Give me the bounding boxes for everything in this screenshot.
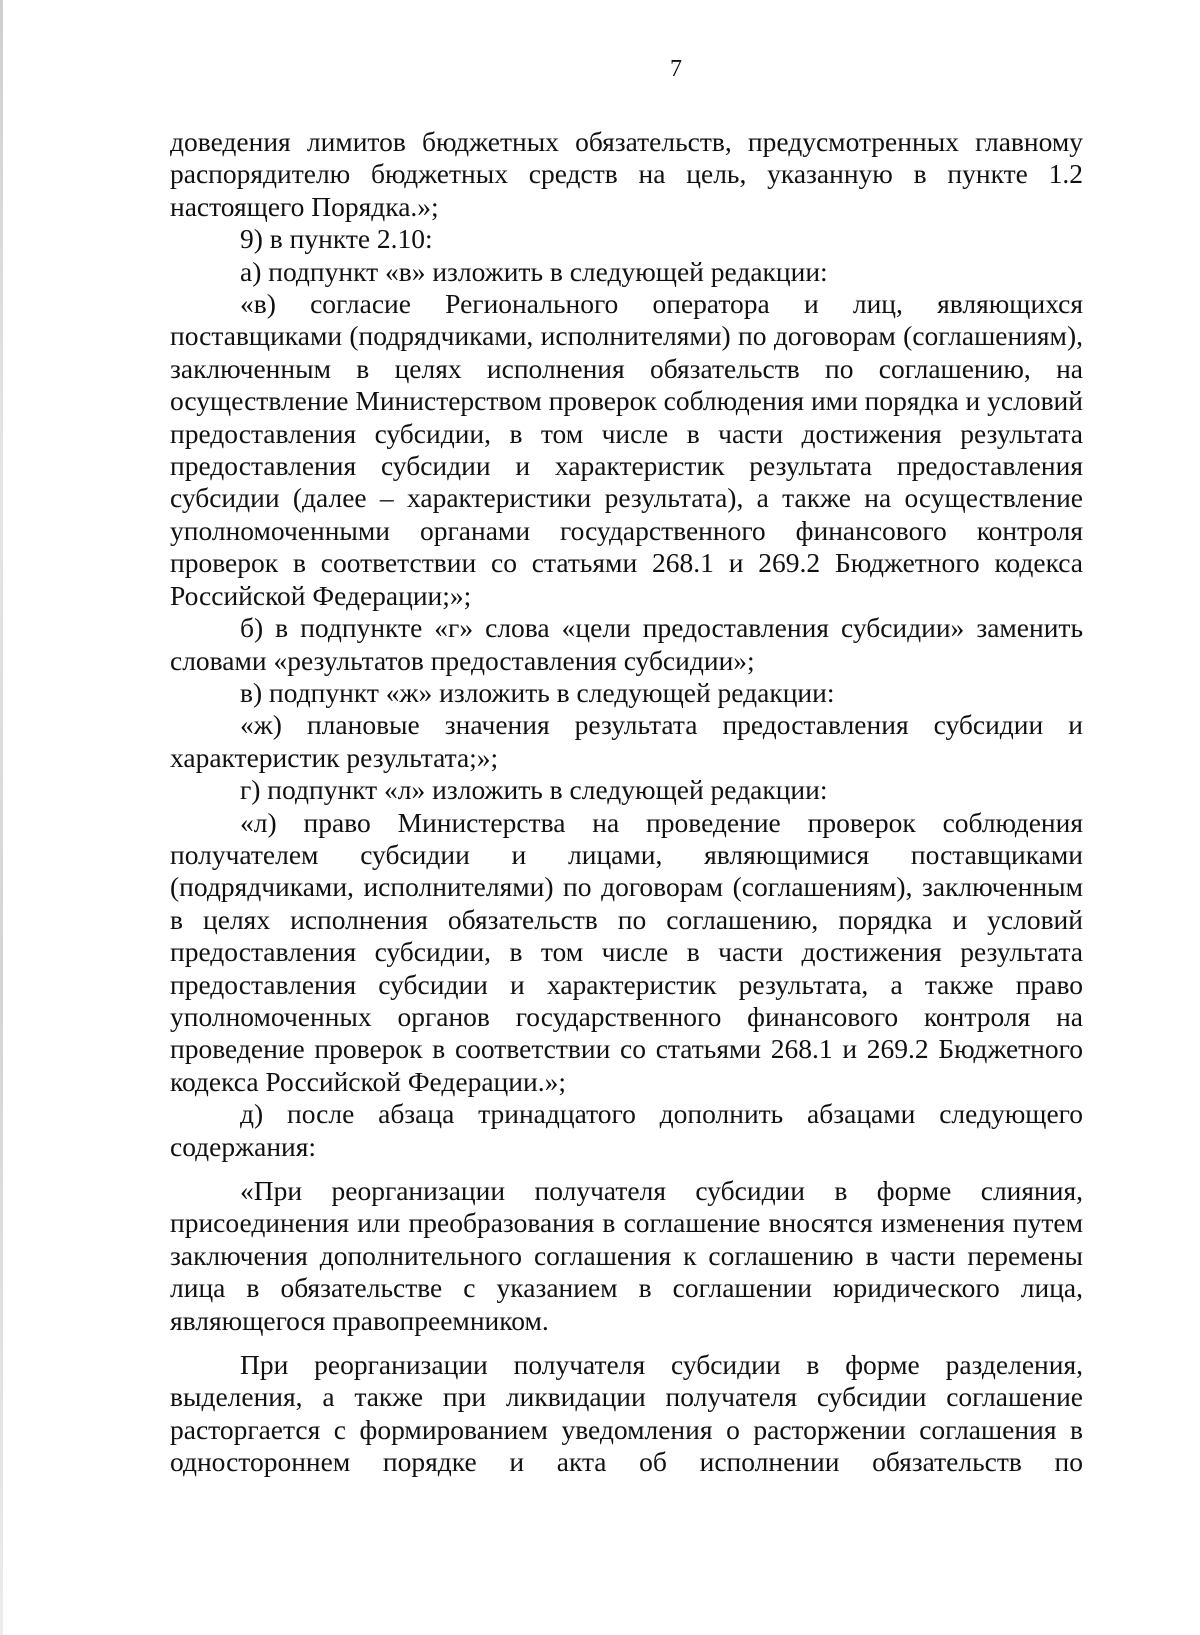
paragraph-quote-l: «л) право Министерства на проведение проверок соблюдения получателем субсидии и лицами, являющимися поставщиками (подрядчиками, исполнителями) по договорам (соглашениям), заключенным в целях исполнения обязательств по соглашению, порядка и условий предоставления субсидии, в том числе в части достижения результата предоставления субсидии и характеристик результата, а также право уполномоченных органов государственного финансового контроля на проведение проверок в соответствии со статьями 268.1 и 269.2 Бюджетного кодекса Российской Федерации.»; [170,806,1083,1097]
paragraph-subitem-v: в) подпункт «ж» изложить в следующей редакции: [240,676,835,708]
scan-edge [0,0,3,1635]
paragraph-item-9: 9) в пункте 2.10: [240,223,433,255]
paragraph-subitem-d: д) после абзаца тринадцатого дополнить абзацами следующего содержания: [170,1098,1083,1162]
paragraph-subitem-a: а) подпункт «в» изложить в следующей редакции: [240,255,828,287]
paragraph-subitem-b: б) в подпункте «г» слова «цели предоставления субсидии» заменить словами «результатов предоставления субсидии»; [170,612,1083,676]
paragraph-quote-v: «в) согласие Регионального оператора и лиц, являющихся поставщиками (подрядчиками, исполнителями) по договорам (соглашениям), заключенным в целях исполнения обязательств по соглашению, на осуществление Министерством проверок соблюдения ими порядка и условий предоставления субсидии, в том числе в части достижения результата предоставления субсидии и характеристик результата предоставления субсидии (далее – характеристики результата), а также на осуществление уполномоченными органами государственного финансового контроля проверок в соответствии со статьями 268.1 и 269.2 Бюджетного кодекса Российской Федерации;»; [170,288,1083,611]
paragraph-reorganization-division: При реорганизации получателя субсидии в форме разделения, выделения, а также при ликвидации получателя субсидии соглашение расторгается с формированием уведомления о расторжении соглашения в одностороннем порядке и акта об исполнении обязательств по [170,1349,1083,1478]
page-number: 7 [670,56,682,82]
paragraph-quote-zh: «ж) плановые значения результата предоставления субсидии и характеристик результата;»; [170,709,1083,773]
paragraph-continuation: доведения лимитов бюджетных обязательств, предусмотренных главному распорядителю бюджетных средств на цель, указанную в пункте 1.2 настоящего Порядка.»; [170,126,1083,222]
paragraph-reorganization-merger: «При реорганизации получателя субсидии в форме слияния, присоединения или преобразования в соглашение вносятся изменения путем заключения дополнительного соглашения к соглашению в части перемены лица в обязательстве с указанием в соглашении юридического лица, являющегося правопреемником. [170,1175,1083,1336]
document-body [170,126,1083,1479]
paragraph-subitem-g: г) подпункт «л» изложить в следующей редакции: [240,774,828,806]
